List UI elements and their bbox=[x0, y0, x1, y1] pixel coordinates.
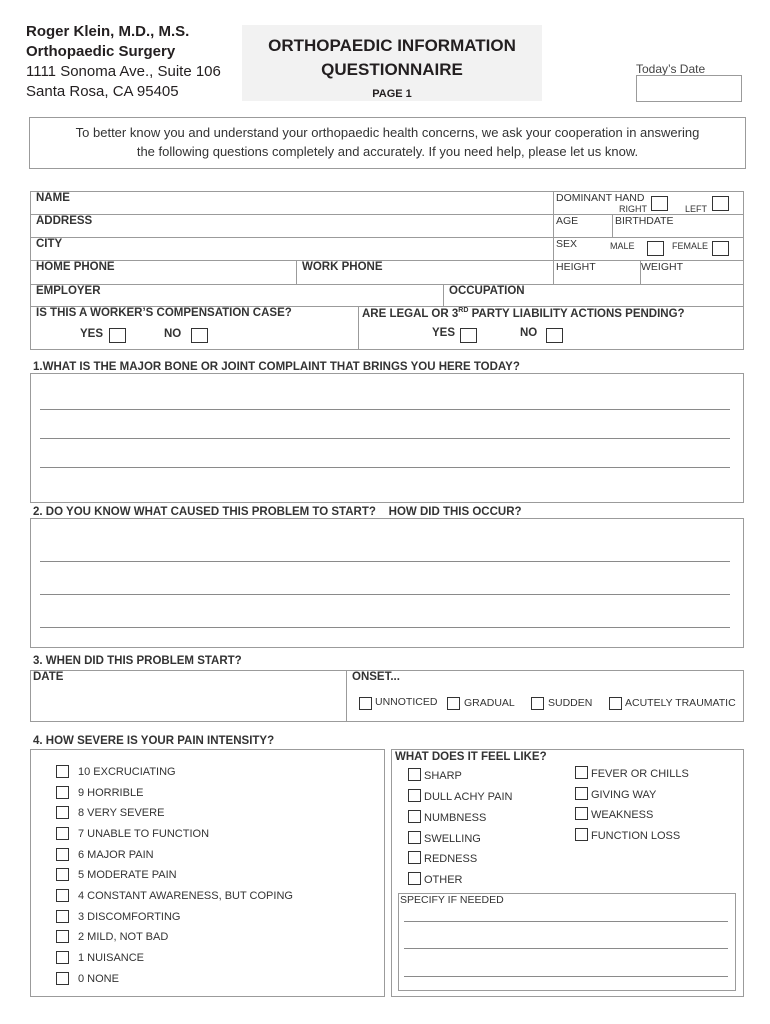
answer-line bbox=[40, 409, 730, 410]
legal-yes-label: YES bbox=[432, 327, 456, 339]
todays-date-label: Today’s Date bbox=[636, 62, 706, 76]
legal-no-checkbox[interactable] bbox=[546, 328, 563, 343]
height-label: HEIGHT bbox=[556, 261, 596, 273]
feel-checkbox[interactable] bbox=[575, 807, 588, 820]
specialty: Orthopaedic Surgery bbox=[26, 43, 176, 60]
feel-checkbox[interactable] bbox=[408, 810, 421, 823]
onset-unnoticed-checkbox[interactable] bbox=[359, 697, 372, 710]
male-checkbox[interactable] bbox=[647, 241, 664, 256]
onset-acutely-traumatic-label: ACUTELY TRAUMATIC bbox=[625, 697, 736, 709]
workers-comp-yes-checkbox[interactable] bbox=[109, 328, 126, 343]
pain-checkbox[interactable] bbox=[56, 827, 69, 840]
pain-checkbox[interactable] bbox=[56, 806, 69, 819]
onset-gradual-checkbox[interactable] bbox=[447, 697, 460, 710]
pain-checkbox[interactable] bbox=[56, 786, 69, 799]
feel-checkbox[interactable] bbox=[408, 851, 421, 864]
pain-checkbox[interactable] bbox=[56, 910, 69, 923]
workers-comp-no-checkbox[interactable] bbox=[191, 328, 208, 343]
onset-gradual-label: GRADUAL bbox=[464, 697, 515, 709]
col-divider bbox=[612, 214, 613, 237]
age-label: AGE bbox=[556, 215, 579, 227]
right-hand-checkbox[interactable] bbox=[651, 196, 668, 211]
home-phone-label: HOME PHONE bbox=[36, 261, 115, 273]
feel-label: WHAT DOES IT FEEL LIKE? bbox=[395, 751, 547, 763]
occupation-label: OCCUPATION bbox=[449, 285, 525, 297]
feel-checkbox[interactable] bbox=[575, 828, 588, 841]
col-divider bbox=[553, 191, 554, 284]
workers-comp-question: IS THIS A WORKER’S COMPENSATION CASE? bbox=[36, 307, 292, 319]
female-label: FEMALE bbox=[672, 241, 709, 251]
question-1-label: 1.WHAT IS THE MAJOR BONE OR JOINT COMPLAINT THAT BRINGS YOU HERE TODAY? bbox=[33, 361, 520, 373]
onset-unnoticed-label: UNNOTICED bbox=[375, 696, 438, 708]
feel-checkbox[interactable] bbox=[408, 789, 421, 802]
city-label: CITY bbox=[36, 238, 63, 250]
todays-date-field[interactable] bbox=[636, 75, 742, 102]
pain-checkbox[interactable] bbox=[56, 951, 69, 964]
intro-line-1: To better know you and understand your orthopaedic health concerns, we ask your cooperation in answering bbox=[75, 125, 700, 140]
answer-line bbox=[40, 467, 730, 468]
answer-line bbox=[40, 627, 730, 628]
name-field[interactable] bbox=[31, 205, 552, 214]
doctor-name: Roger Klein, M.D., M.S. bbox=[26, 23, 190, 40]
pain-checkbox[interactable] bbox=[56, 868, 69, 881]
onset-sudden-checkbox[interactable] bbox=[531, 697, 544, 710]
dominant-hand-label: DOMINANT HAND bbox=[556, 192, 645, 204]
right-hand-label: RIGHT bbox=[619, 204, 647, 214]
answer-line bbox=[40, 561, 730, 562]
pain-checkbox[interactable] bbox=[56, 848, 69, 861]
feel-checkbox[interactable] bbox=[408, 768, 421, 781]
legal-no-label: NO bbox=[520, 327, 538, 339]
question-2-label: 2. DO YOU KNOW WHAT CAUSED THIS PROBLEM TO START? HOW DID THIS OCCUR? bbox=[33, 506, 522, 518]
question-4-label: 4. HOW SEVERE IS YOUR PAIN INTENSITY? bbox=[33, 735, 275, 747]
pain-checkbox[interactable] bbox=[56, 972, 69, 985]
specify-line bbox=[404, 976, 728, 977]
pain-checkbox[interactable] bbox=[56, 889, 69, 902]
feel-checkbox[interactable] bbox=[408, 872, 421, 885]
row-divider bbox=[30, 284, 744, 285]
birthdate-label: BIRTHDATE bbox=[615, 215, 674, 227]
feel-checkbox[interactable] bbox=[408, 831, 421, 844]
workers-comp-no-label: NO bbox=[164, 328, 182, 340]
specify-line bbox=[404, 921, 728, 922]
pain-checkbox[interactable] bbox=[56, 765, 69, 778]
intro-line-2: the following questions completely and accurately. If you need help, please let us know. bbox=[136, 144, 639, 159]
address-line-2: Santa Rosa, CA 95405 bbox=[26, 83, 179, 100]
row-divider bbox=[30, 237, 744, 238]
feel-checkbox[interactable] bbox=[575, 766, 588, 779]
answer-line bbox=[40, 438, 730, 439]
question-3-label: 3. WHEN DID THIS PROBLEM START? bbox=[33, 655, 242, 667]
sex-label: SEX bbox=[556, 238, 578, 250]
onset-label: ONSET... bbox=[352, 671, 400, 683]
form-title-line-2: QUESTIONNAIRE bbox=[321, 60, 463, 79]
onset-acutely-traumatic-checkbox[interactable] bbox=[609, 697, 622, 710]
date-field[interactable] bbox=[31, 685, 345, 721]
employer-label: EMPLOYER bbox=[36, 285, 101, 297]
legal-yes-checkbox[interactable] bbox=[460, 328, 477, 343]
left-hand-checkbox[interactable] bbox=[712, 196, 729, 211]
address-label: ADDRESS bbox=[36, 215, 93, 227]
name-label: NAME bbox=[36, 192, 70, 204]
specify-line bbox=[404, 948, 728, 949]
address-line-1: 1111 Sonoma Ave., Suite 106 bbox=[26, 63, 221, 80]
onset-sudden-label: SUDDEN bbox=[548, 697, 593, 709]
col-divider bbox=[346, 670, 347, 722]
weight-label: WEIGHT bbox=[641, 261, 683, 273]
intro-box bbox=[29, 117, 746, 169]
female-checkbox[interactable] bbox=[712, 241, 729, 256]
form-title-box bbox=[242, 25, 542, 101]
question-2-box[interactable] bbox=[30, 518, 744, 648]
practice-info bbox=[26, 22, 221, 102]
form-title-line-1: ORTHOPAEDIC INFORMATION bbox=[268, 36, 516, 55]
workers-comp-yes-label: YES bbox=[80, 328, 104, 340]
left-hand-label: LEFT bbox=[685, 204, 708, 214]
col-divider bbox=[296, 260, 297, 284]
legal-actions-question: ARE LEGAL OR 3RD PARTY LIABILITY ACTIONS PENDING? bbox=[362, 307, 685, 320]
row-divider bbox=[30, 260, 744, 261]
pain-checkbox[interactable] bbox=[56, 930, 69, 943]
work-phone-label: WORK PHONE bbox=[302, 261, 383, 273]
page-number: PAGE 1 bbox=[372, 88, 412, 100]
feel-checkbox[interactable] bbox=[575, 787, 588, 800]
date-label: DATE bbox=[33, 671, 64, 683]
col-divider bbox=[358, 306, 359, 350]
male-label: MALE bbox=[610, 241, 635, 251]
specify-label: SPECIFY IF NEEDED bbox=[400, 894, 504, 906]
col-divider bbox=[443, 284, 444, 306]
answer-line bbox=[40, 594, 730, 595]
